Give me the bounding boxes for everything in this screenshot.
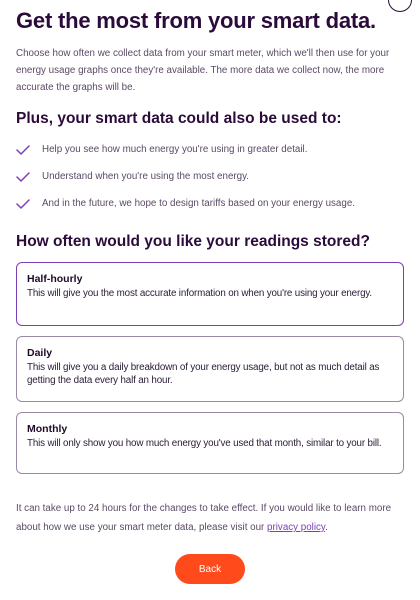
- page-title: Get the most from your smart data.: [16, 8, 376, 33]
- benefits-heading: Plus, your smart data could also be used to:: [16, 110, 342, 127]
- option-monthly[interactable]: [16, 412, 404, 474]
- frequency-heading: How often would you like your readings stored?: [16, 233, 370, 250]
- option-daily[interactable]: [16, 336, 404, 402]
- footer-note: [16, 499, 404, 537]
- option-title: Monthly: [27, 423, 68, 435]
- option-title: Half-hourly: [27, 273, 83, 285]
- option-title: Daily: [27, 347, 53, 359]
- benefit-item: [16, 163, 404, 190]
- check-icon: [16, 171, 30, 183]
- check-icon: [16, 144, 30, 156]
- benefit-label: Understand when you're using the most energy.: [42, 171, 249, 182]
- frequency-options: [16, 262, 404, 474]
- benefit-item: [16, 190, 404, 217]
- footer-note-text: It can take up to 24 hours for the changes to take effect. If you would like to learn more about how we use your smart meter data, please visit our: [16, 503, 392, 533]
- intro-text: Choose how often we collect data from your smart meter, which we'll then use for your energy usage graphs once they're available. The more data we collect now, the more accurate the graphs will be.: [16, 48, 390, 93]
- privacy-policy-link[interactable]: privacy policy: [267, 522, 326, 533]
- benefit-label: And in the future, we hope to design tariffs based on your energy usage.: [42, 198, 355, 209]
- benefits-list: [16, 136, 404, 217]
- option-description: This will give you the most accurate information on when you're using your energy.: [27, 288, 372, 299]
- option-half-hourly[interactable]: [16, 262, 404, 326]
- option-description: This will only show you how much energy you've used that month, similar to your bill.: [27, 438, 382, 449]
- back-button[interactable]: Back: [175, 554, 245, 584]
- benefit-item: [16, 136, 404, 163]
- footer-note-end: .: [325, 522, 328, 533]
- back-button-container: [16, 554, 404, 584]
- option-description: This will give you a daily breakdown of your energy usage, but not as much detail as getting the data every half an hour.: [27, 362, 380, 386]
- check-icon: [16, 198, 30, 210]
- benefit-label: Help you see how much energy you're using in greater detail.: [42, 144, 308, 155]
